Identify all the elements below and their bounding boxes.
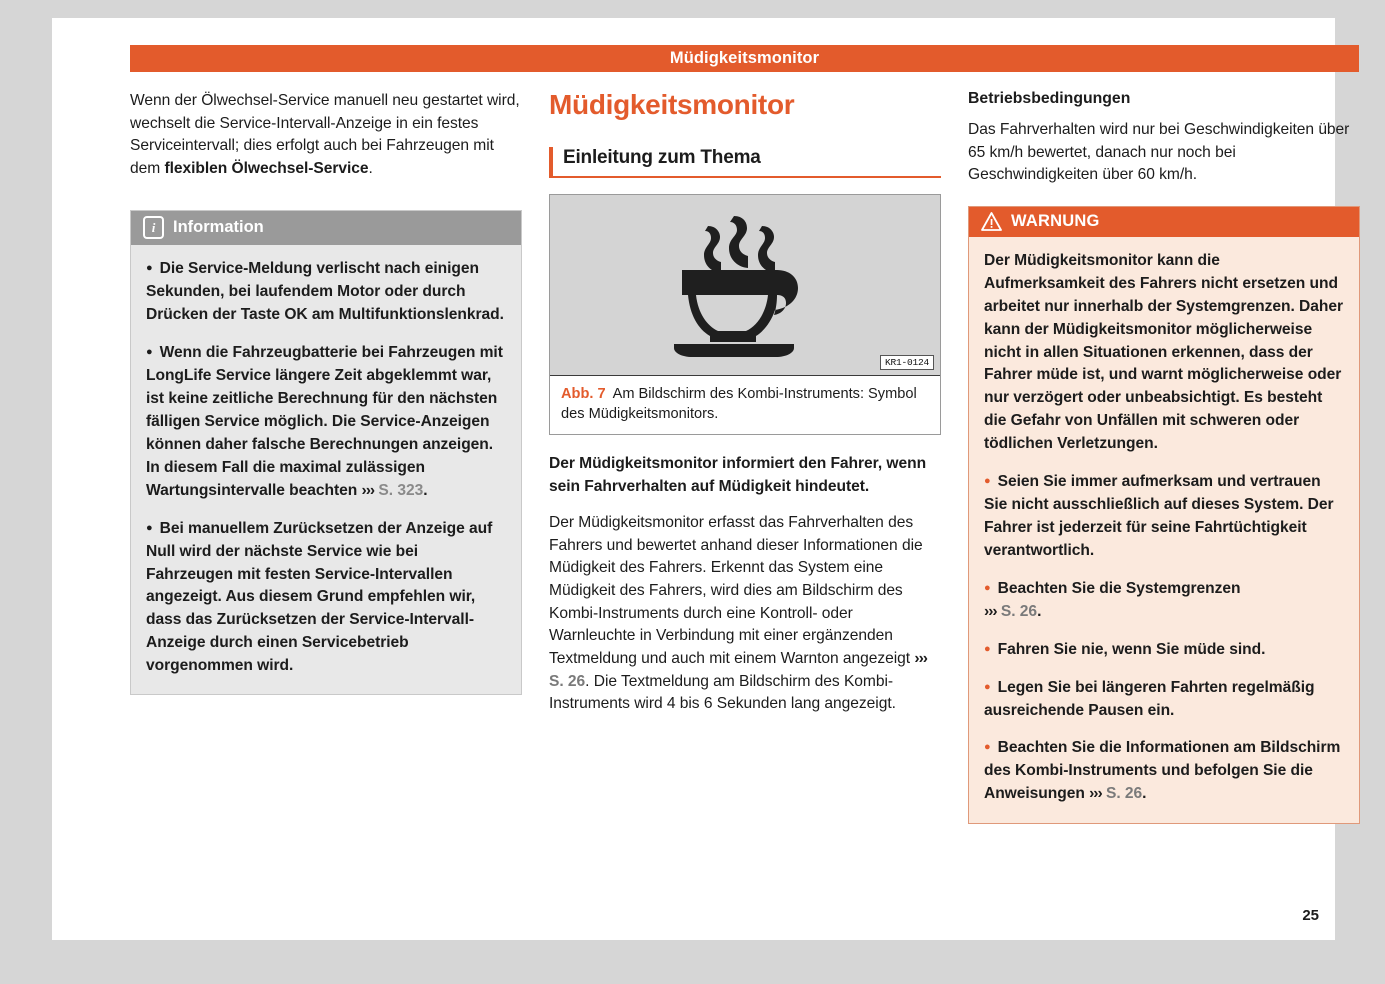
- warning-box-body: [969, 237, 1359, 823]
- information-box-title: Information: [173, 218, 264, 237]
- cross-reference-arrows: ›››: [1089, 785, 1102, 803]
- middle-column: [549, 90, 941, 824]
- information-box-header: [131, 211, 521, 245]
- warning-box-header: [969, 207, 1359, 237]
- figure-caption: [550, 376, 940, 434]
- middle-body-paragraph: [549, 512, 941, 715]
- warning-bullet-4: [984, 677, 1344, 723]
- cross-reference-page[interactable]: S. 323: [378, 481, 424, 499]
- cross-reference-page[interactable]: S. 26: [1000, 602, 1038, 620]
- information-box: [130, 210, 522, 695]
- warning-bullet-1-text: Seien Sie immer aufmerksam und vertrauen Sie nicht ausschließlich auf dieses System. Der Fahrer ist jederzeit für seine Fahrtüchtigkeit verantwortlich.: [984, 473, 1334, 559]
- sub-heading-operating-conditions: Betriebsbedingungen: [968, 90, 1131, 107]
- left-column: [130, 90, 522, 824]
- information-bullet-2: [146, 342, 506, 502]
- warning-bullet-3-text: Fahren Sie nie, wenn Sie müde sind.: [997, 640, 1266, 658]
- document-page: [52, 18, 1350, 940]
- section-title: Einleitung zum Thema: [563, 146, 761, 168]
- chapter-title: Müdigkeitsmonitor: [549, 89, 795, 120]
- cross-reference-arrows: ›››: [914, 649, 927, 667]
- page-columns: [130, 90, 1359, 824]
- warning-box-title: WARNUNG: [1011, 211, 1100, 230]
- right-intro-paragraph: Das Fahrverhalten wird nur bei Geschwindigkeiten über 65 km/h bewertet, danach nur noch bei Geschwindigkeiten über 60 km/h.: [968, 121, 1350, 184]
- warning-bullet-5-text-b: .: [1142, 785, 1147, 803]
- information-bullet-1-text-a: Die Service-Meldung verlischt nach einigen Sekunden, bei laufendem Motor oder durch Drücken der Taste: [146, 260, 480, 324]
- warning-triangle-icon: [981, 212, 1002, 231]
- information-box-body: [131, 245, 521, 694]
- intro-paragraph: [130, 90, 522, 180]
- warning-bullet-3: [984, 639, 1344, 662]
- information-bullet-1: [146, 258, 506, 327]
- warning-bullet-5-text-a: Beachten Sie die Informationen am Bildschirm des Kombi-Instruments und befolgen Sie die Anweisungen: [984, 739, 1341, 803]
- warning-bullet-2-text-a: Beachten Sie die Systemgrenzen: [997, 579, 1241, 597]
- cross-reference-arrows: ›››: [361, 481, 375, 499]
- figure-code-label: KR1-0124: [880, 355, 934, 370]
- page-number: 25: [1302, 907, 1319, 924]
- warning-bullet-5: [984, 737, 1344, 806]
- info-icon: i: [143, 216, 164, 239]
- warning-bullet-1: [984, 471, 1344, 563]
- page-header-bar: [130, 45, 1359, 72]
- warning-bullet-2-text-b: .: [1037, 602, 1042, 620]
- cross-reference-page[interactable]: S. 26: [549, 672, 586, 690]
- intro-paragraph-text: Wenn der Ölwechsel-Service manuell neu gestartet wird, wechselt die Service-Intervall-Anzeige in ein festes Serviceintervall; dies erfolgt auch bei Fahrzeugen mit dem: [130, 92, 520, 177]
- cross-reference-page[interactable]: S. 26: [1106, 785, 1143, 803]
- cross-reference-arrows: ›››: [984, 602, 997, 620]
- figure-number: Abb. 7: [561, 385, 606, 402]
- figure-block: [549, 194, 941, 435]
- lead-paragraph: Der Müdigkeitsmonitor informiert den Fahrer, wenn sein Fahrverhalten auf Müdigkeit hindeutet.: [549, 455, 927, 495]
- page-header-title: Müdigkeitsmonitor: [669, 49, 820, 67]
- information-bullet-1-text-b: am Multifunktionslenkrad.: [307, 306, 504, 324]
- ok-button-key: OK: [284, 306, 308, 324]
- intro-paragraph-suffix: .: [368, 159, 373, 177]
- warning-box: [968, 206, 1360, 824]
- figure-caption-text: Am Bildschirm des Kombi-Instruments: Symbol des Müdigkeitsmonitors.: [561, 385, 917, 422]
- warning-bullet-4-text: Legen Sie bei längeren Fahrten regelmäßig ausreichende Pausen ein.: [984, 678, 1315, 719]
- middle-body-text-b: . Die Textmeldung am Bildschirm des Kombi-Instruments wird 4 bis 6 Sekunden lang angezeigt.: [549, 672, 896, 713]
- warning-intro-paragraph: Der Müdigkeitsmonitor kann die Aufmerksamkeit des Fahrers nicht ersetzen und arbeitet nur innerhalb der Systemgrenzen. Daher kann der Müdigkeitsmonitor möglicherweise nicht in allen Situationen erkennen, dass der Fahrer müde ist, und warnt möglicherweise oder nur verzögert oder unbeabsichtigt. Es besteht die Gefahr von Unfällen mit schweren oder tödlichen Verletzungen.: [984, 251, 1344, 453]
- information-bullet-2-text-b: .: [423, 481, 428, 499]
- section-title-block: [549, 147, 941, 178]
- intro-paragraph-bold: flexiblen Ölwechsel-Service: [164, 159, 369, 177]
- information-bullet-2-text-a: Wenn die Fahrzeugbatterie bei Fahrzeugen mit LongLife Service längere Zeit abgeklemmt war, ist keine zeitliche Berechnung für den nächsten fälligen Service möglich. Die Service-Anzeigen können daher falsche Berechnungen anzeigen. In diesem Fall die maximal zulässigen Wartungsintervalle beachten: [146, 344, 503, 499]
- middle-body-text-a: Der Müdigkeitsmonitor erfasst das Fahrverhalten des Fahrers und bewertet anhand dieser Informationen die Müdigkeit des Fahrers. Erkennt das System eine Müdigkeit des Fahrers, wird dies am Bildschirm des Kombi-Instruments durch eine Kontroll- oder Warnleuchte in Verbindung mit einer ergänzenden Textmeldung und auch mit einem Warnton angezeigt: [549, 514, 923, 667]
- warning-bullet-2: [984, 578, 1344, 624]
- right-column: [968, 90, 1360, 824]
- figure-image: [550, 195, 940, 376]
- coffee-cup-icon: [670, 210, 820, 360]
- information-bullet-3-text-a: Bei manuellem Zurücksetzen der Anzeige auf Null wird der nächste Service wie bei Fahrzeugen mit festen Service-Intervallen angezeigt. Aus diesem Grund empfehlen wir, dass das Zurücksetzen der Service-Intervall-Anzeige durch einen Servicebetrieb vorgenommen wird.: [146, 519, 493, 675]
- information-bullet-3: [146, 518, 506, 678]
